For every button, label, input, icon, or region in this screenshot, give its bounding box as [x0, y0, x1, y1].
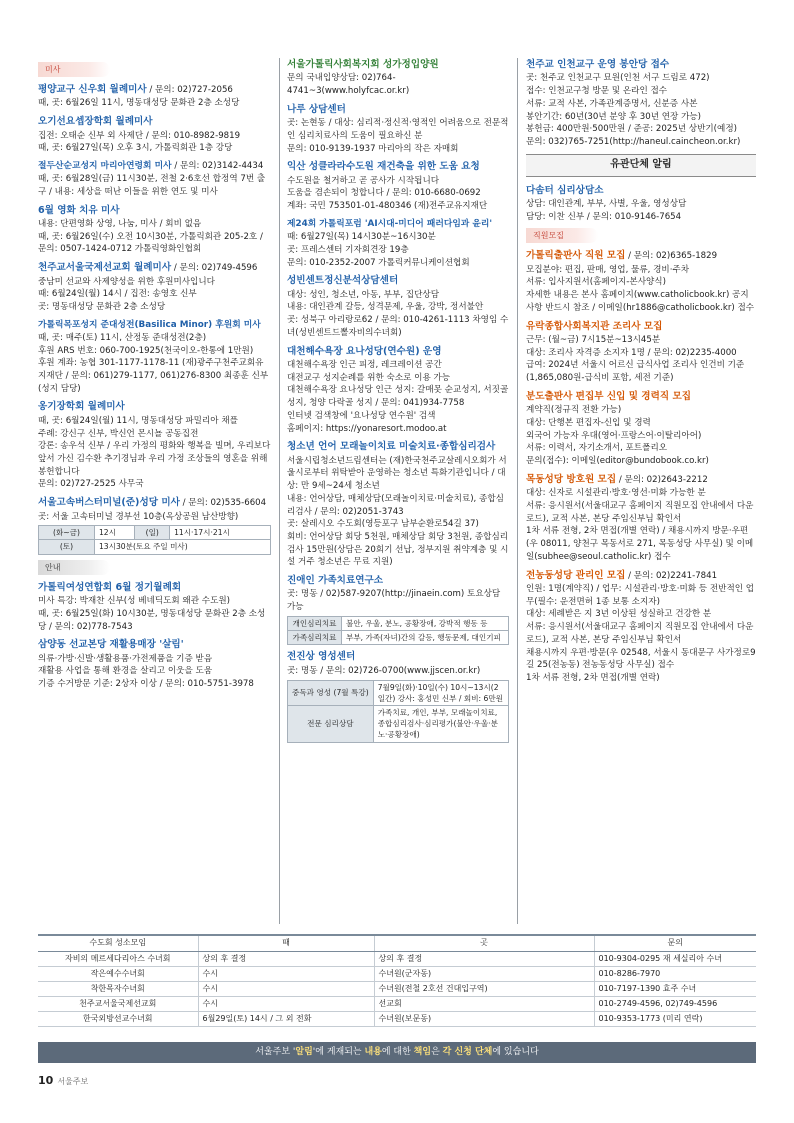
entry-title-text: 평양교구 신우회 월례미사 [38, 84, 147, 95]
table-cell: 수시 [198, 996, 374, 1011]
publication-name: 서울주보 [57, 1077, 89, 1086]
entry-title [287, 650, 509, 664]
entry-detail: 때: 6월24일(월) 14시 / 집전: 송영호 신부 [38, 289, 197, 300]
notice-entry [38, 319, 271, 396]
disclaimer-banner [38, 1042, 756, 1063]
notice-entry [287, 650, 509, 742]
entry-detail: 대전교구 성지순례를 위한 숙소로 이용 가능 [287, 372, 451, 383]
entry-detail: 근무: (월~금) 7시15분~13시45분 [526, 334, 661, 345]
notice-entry [38, 638, 271, 691]
entry-table-cell: 부부, 가족(자녀)간의 갈등, 행동문제, 대인기피 [342, 631, 509, 645]
section-tab: 안내 [38, 560, 110, 575]
entry-table-cell: 7월9일(화)·10일(수) 10시~13시(2일간) 강사: 홍성민 신부 / 회비: 6만원 [373, 680, 508, 705]
entry-table-cell: (토) [39, 540, 95, 554]
entry-table-row [288, 616, 509, 630]
entry-title [287, 274, 509, 288]
entry-detail: 문의 국내입양상담: 02)764-4741~3(www.holyfcac.or.kr) [287, 73, 410, 97]
entry-detail: 외국어 가능자 우대(영어·프랑스어·이탈리아어) [526, 430, 702, 441]
table-cell: 선교회 [374, 996, 594, 1011]
entry-detail: 주례: 강신구 신부, 박신언 몬시뇰 공동집전 [38, 428, 199, 439]
entry-title [38, 204, 271, 218]
notice-entry [38, 115, 271, 155]
notice-text: 서울주보 ' [255, 1047, 296, 1057]
entry-contact: / 문의: 02)2241-7841 [625, 570, 718, 581]
table-cell: 자비의 메르세다리아스 수녀회 [38, 951, 198, 966]
entry-contact: / 문의: 02)3142-4434 [171, 160, 264, 171]
entry-title [38, 496, 271, 510]
entry-detail: 서류: 입사지원서(홈페이지-본사양식) [526, 277, 666, 288]
entry-detail: 모집분야: 편집, 판매, 영업, 물류, 경비·주차 [526, 264, 690, 275]
table-row [38, 1011, 756, 1026]
entry-table-cell: 12시 [94, 526, 134, 540]
page-footer [38, 1073, 88, 1089]
entry-title [38, 261, 271, 275]
table-cell: 착한목자수녀회 [38, 981, 198, 996]
entry-detail: 때, 곳: 6월26일 11시, 명동대성당 문화관 2층 소성당 [38, 98, 240, 109]
vocation-schedule-table [38, 934, 756, 1027]
table-row [38, 966, 756, 981]
entry-detail: 서류: 교적 사본, 가족관계증명서, 신분증 사본 [526, 98, 698, 109]
entry-table-row [288, 680, 509, 705]
entry-title-text: 유락종합사회복지관 조리사 모집 [526, 320, 663, 332]
entry-detail: 대상: 세례받은 지 3년 이상된 성실하고 건강한 분 [526, 609, 712, 620]
entry-title-text: 청소년 언어 모래놀이치료 미술치료·종합심리검사 [287, 441, 496, 453]
column-right [526, 58, 756, 924]
entry-detail: 문의: 032)765-7251(http://haneul.caincheon.or.kr) [526, 136, 741, 147]
entry-title-text: 전농동성당 관리인 모집 [526, 569, 626, 581]
entry-detail: 곳: 논현동 / 대상: 심리적·정신적·영적인 어려움으로 전문적인 심리치료사의 도움이 필요하신 분 [287, 118, 509, 141]
entry-contact: / 문의: 02)6365-1829 [625, 251, 718, 262]
table-cell: 010-9353-1773 (미리 연락) [594, 1011, 756, 1026]
notice-entry [38, 496, 271, 555]
notice-entry [526, 569, 756, 685]
notice-text: '에 게재되는 [312, 1047, 365, 1057]
entry-detail: 계약직(정규직 전환 가능) [526, 405, 622, 416]
entry-title-text: 나루 상담센터 [287, 103, 346, 115]
table-cell: 작은예수수녀회 [38, 966, 198, 981]
column-divider [517, 58, 518, 924]
entry-detail: 서류: 응시원서(서울대교구 홈페이지 직원모집 안내에서 다운로드), 교적 사본, 본당 주임신부님 확인서 [526, 622, 754, 645]
section-heading: 유관단체 알림 [526, 154, 756, 177]
entry-detail: 대상: 조리사 자격증 소지자 1명 / 문의: 02)2235-4000 [526, 347, 737, 358]
entry-title [38, 115, 271, 129]
entry-table-row [39, 526, 271, 540]
entry-detail: 곳: 살레시오 수도회(영등포구 남부순환로54길 37) [287, 519, 479, 530]
entry-detail: 재활용 사업을 통해 환경을 살리고 이웃을 도움 [38, 666, 213, 677]
entry-detail: 대상: 성인, 청소년, 아동, 부부, 집단상담 [287, 289, 440, 300]
schedule-header: 곳 [374, 935, 594, 951]
entry-title [526, 249, 756, 263]
entry-title [526, 390, 756, 404]
entry-title-text: 성빈센트정신분석상담센터 [287, 275, 399, 287]
table-cell: 천주교서울국제선교회 [38, 996, 198, 1011]
entry-table-cell: (일) [135, 526, 170, 540]
entry-title [287, 345, 509, 359]
entry-title [287, 160, 509, 174]
entry-detail: 곳: 서울 고속터미널 경부선 10층(옥상공원 남산방향) [38, 511, 239, 522]
table-cell: 한국외방선교수녀회 [38, 1011, 198, 1026]
column-divider [279, 58, 280, 924]
entry-contact: / 문의: 02)2643-2212 [616, 474, 708, 485]
entry-contact: / 문의: 02)749-4596 [171, 263, 258, 274]
entry-detail: 곳: 명동대성당 문화관 2층 소성당 [38, 301, 166, 312]
section-tab: 직원모집 [526, 228, 598, 243]
entry-title-text: 가톨릭목포성지 준대성전(Basilica Minor) 후원회 미사 [38, 319, 261, 330]
entry-detail: 후원 계좌: 농협 301-1177-1178-11 (재)광주구천주교회유지재단 / 문의: 061)279-1177, 061)276-8300 최종훈 신부(성지 담당) [38, 358, 269, 394]
entry-title [38, 160, 271, 173]
entry-detail: 문의: 010-2352-2007 가톨릭커뮤니케이션협회 [287, 257, 470, 268]
entry-detail: 대상: 신자로 시설관리·방호·영선·미화 가능한 분 [526, 488, 706, 499]
entry-title [526, 473, 756, 487]
entry-table-cell: 가족심리치료 [288, 631, 342, 645]
table-cell: 수녀원(전철 2호선 건대입구역) [374, 981, 594, 996]
entry-detail: 내용: 언어상담, 매체상담(모래놀이치료·미술치료), 종합심리검사 / 문의: 02)2051-3743 [287, 493, 504, 517]
entry-table-row [288, 631, 509, 645]
notice-text: 은 [431, 1047, 443, 1057]
column-middle [287, 58, 509, 924]
entry-detail: 회비: 언어상담 회당 5천원, 매체상담 회당 3천원, 종합심리검사 15만원(상담은 20회기 선납, 정부지원 취약계층 및 시설 거주 청소년은 무료 지원) [287, 531, 509, 568]
schedule-header: 문의 [594, 935, 756, 951]
entry-title [526, 184, 756, 198]
entry-detail: 내용: 단편영화 상영, 나눔, 미사 / 회비 없음 [38, 218, 202, 229]
entry-detail: 봉안기간: 60년(30년 분양 후 30년 연장 가능) [526, 111, 702, 122]
entry-table [287, 680, 509, 743]
entry-table-cell: 전문 심리상담 [288, 705, 374, 742]
entry-title [38, 581, 271, 595]
entry-detail: 자세한 내용은 본사 홈페이지(www.catholicbook.kr) 공지사항 반드시 참조 / 이메일(hr1886@catholicbook.kr) 접수 [526, 290, 755, 313]
entry-detail: 곳: 성북구 아리랑로62 / 문의: 010-4261-1113 차영임 수녀(성빈센트드뽈자비의수녀회) [287, 315, 509, 338]
notice-entry [287, 160, 509, 213]
entry-detail: 곳: 명동 / 문의: 02)726-0700(www.jjscen.or.kr) [287, 665, 481, 676]
entry-detail: 중남미 선교와 사제양성을 위한 후원미사입니다 [38, 276, 215, 287]
entry-table-cell: 불안, 우울, 분노, 공황장애, 강박적 행동 등 [342, 616, 509, 630]
notice-entry [526, 184, 756, 224]
notice-entry [526, 473, 756, 564]
entry-table [287, 616, 509, 645]
entry-detail: 때, 곳: 6월25일(화) 10시30분, 명동대성당 문화관 2층 소성당 / 문의: 02)778-7543 [38, 608, 266, 632]
entry-detail: 봉헌금: 400만원·500만원 / 준공: 2025년 상반기(예정) [526, 124, 737, 135]
entry-detail: 후원 ARS 번호: 060-700-1925(천국이오-한통에 1만원) [38, 345, 254, 356]
entry-table-cell: 개인심리치료 [288, 616, 342, 630]
entry-title [287, 440, 509, 454]
table-cell: 010-2749-4596, 02)749-4596 [594, 996, 756, 1011]
entry-contact: / 문의: 02)535-6604 [179, 498, 267, 509]
entry-detail: 대천해수욕장 요나성당 인근 성지: 갈매못 순교성지, 서짓골 성지, 청양 다락골 성지 / 문의: 041)934-7758 [287, 385, 509, 409]
table-row [38, 996, 756, 1011]
entry-title-text: 전진상 영성센터 [287, 651, 356, 663]
entry-detail: 때, 곳: 6월27일(목) 오후 3시, 가톨릭회관 1층 강당 [38, 143, 233, 154]
entry-title-text: 진애인 가족치료연구소 [287, 575, 384, 587]
notice-entry [38, 261, 271, 314]
section-tab: 미사 [38, 62, 110, 77]
entry-title-text: 대천해수욕장 요나성당(연수원) 운영 [287, 345, 442, 357]
entry-table [38, 525, 271, 554]
entry-title [287, 574, 509, 588]
entry-detail: 미사 특강: 박재찬 신부(성 베네딕도회 왜관 수도원) [38, 596, 231, 607]
entry-detail: 때, 곳: 6월26일(수) 오전 10시30분, 가톨릭회관 205-2호 / 문의: 0507-1424-0712 가톨릭영화인협회 [38, 231, 263, 255]
table-cell: 상의 후 결정 [374, 951, 594, 966]
column-left [38, 58, 271, 924]
entry-title-text: 제24회 가톨릭포럼 'AI시대-미디어 패러다임과 윤리' [287, 218, 493, 229]
table-cell: 6월29일(토) 14시 / 그 외 전화 [198, 1011, 374, 1026]
entry-title-text: 오기선요셉장학회 월례미사 [38, 116, 153, 128]
notice-entry [526, 58, 756, 149]
entry-detail: 곳: 프레스센터 기자회견장 19층 [287, 244, 409, 255]
entry-table-cell: (화~금) [39, 526, 95, 540]
table-row [38, 981, 756, 996]
schedule-header: 때 [198, 935, 374, 951]
table-cell: 010-9304-0295 재 세실리아 수녀 [594, 951, 756, 966]
entry-detail: 홈페이지: https://yonaresort.modoo.at [287, 423, 447, 434]
table-cell: 010-8286-7970 [594, 966, 756, 981]
notice-entry [287, 103, 509, 156]
entry-title-text: 가톨릭출판사 직원 모집 [526, 250, 626, 262]
table-cell: 수시 [198, 981, 374, 996]
entry-detail: 의류·가방·신발·생활용품·가전제품을 기증 받음 [38, 653, 213, 664]
entry-title-text: 가톨릭여성연합회 6월 정기월례회 [38, 581, 182, 593]
notice-emph: 알림 [295, 1047, 313, 1057]
entry-detail: 문의(접수): 이메일(editor@bundobook.co.kr) [526, 456, 709, 467]
entry-table-row [288, 705, 509, 742]
entry-title-text: 천주교서울국제선교회 월례미사 [38, 262, 172, 274]
entry-title-text: 다솜터 심리상담소 [526, 184, 604, 196]
entry-detail: 서울시립청소년드림센터는 (재)한국천주교살레시오회가 서울시로부터 위탁받아 운영하는 청소년 특화기관입니다 / 대상: 만 9세~24세 청소년 [287, 455, 507, 492]
entry-title [38, 400, 271, 414]
entry-detail: 채용시까지 우편·방문(우 02548, 서울시 동대문구 사가정로9길 25(전농동) 전농동성당 사무실) 접수 [526, 647, 756, 671]
entry-title [526, 320, 756, 334]
entry-detail: 곳: 명동 / 02)587-9207(http://jinaein.com) 토요상담 가능 [287, 589, 501, 613]
entry-detail: 인터넷 검색창에 '요나성당 연수원' 검색 [287, 410, 436, 421]
notice-entry [526, 320, 756, 385]
table-cell: 수녀원(보문동) [374, 1011, 594, 1026]
entry-detail: 때: 6월27일(목) 14시30분~16시30분 [287, 232, 436, 243]
entry-detail: 수도원을 철거하고 곧 공사가 시작됩니다 [287, 175, 440, 186]
entry-table-cell: 가족치료, 개인, 부부, 모래놀이치료, 종합심리검사·심리평가(불안·우울·분노·공황장애) [373, 705, 508, 742]
entry-title [38, 638, 271, 652]
notice-entry [287, 274, 509, 339]
entry-detail: 강론: 송우석 신부 / 우리 가정의 평화와 행복을 빌며, 우리보다 앞서 가신 김수환 추기경님과 우리 가정 조상들의 영혼을 위해 봉헌합니다 [38, 441, 271, 477]
entry-title [38, 83, 271, 97]
entry-detail: 때, 곳: 매주(토) 11시, 산정동 준대성전(2층) [38, 332, 207, 343]
entry-detail: 접수: 인천교구청 방문 및 온라인 접수 [526, 86, 668, 97]
entry-title-text: 서울가톨릭사회복지회 성가정입양원 [287, 59, 439, 70]
page-number: 10 [38, 1074, 54, 1087]
entry-detail: 곳: 천주교 인천교구 묘원(인천 서구 드림로 472) [526, 73, 710, 84]
notice-entry [38, 160, 271, 199]
entry-title-text: 서울고속버스터미널(준)성당 미사 [38, 497, 180, 509]
entry-title [287, 58, 509, 72]
entry-title-text: 절두산순교성지 마리아연령회 미사 [38, 160, 172, 171]
notice-entry [38, 400, 271, 491]
notice-entry [38, 204, 271, 257]
entry-detail: 1차 서류 전형, 2차 면접(개별 연락) / 채용시까지 방문·우편(우 08011, 양천구 목동서로 271, 목동성당 사무실) 및 이메일(subhee@seoul.catholic.kr) 접수 [526, 526, 754, 562]
notice-emph: 각 신청 단체 [442, 1047, 493, 1057]
entry-title [526, 569, 756, 583]
table-cell: 상의 후 결정 [198, 951, 374, 966]
entry-detail: 계좌: 국민 753501-01-480346 (재)전주교유지재단 [287, 201, 488, 212]
entry-title [38, 319, 271, 332]
entry-title [526, 58, 756, 72]
entry-detail: 서류: 이력서, 자기소개서, 포트폴리오 [526, 443, 668, 454]
table-row [38, 951, 756, 966]
entry-title-text: 분도출판사 편집부 신입 및 경력직 모집 [526, 390, 691, 402]
entry-detail: 담당: 이찬 신부 / 문의: 010-9146-7654 [526, 211, 682, 222]
entry-detail: 기증 수거방문 기준: 2상자 이상 / 문의: 010-5751-3978 [38, 679, 254, 690]
entry-table-cell: 11시·17시·21시 [170, 526, 271, 540]
entry-contact: / 문의: 02)727-2056 [146, 85, 233, 95]
notice-entry [38, 581, 271, 634]
notice-emph: 내용 [364, 1047, 382, 1057]
entry-detail: 집전: 오태순 신부 외 사제단 / 문의: 010-8982-9819 [38, 130, 241, 141]
notice-entry [287, 574, 509, 645]
entry-table-cell: 중독과 영성 (7월 특강) [288, 680, 374, 705]
notice-entry [287, 218, 509, 269]
notice-entry [526, 249, 756, 314]
entry-detail: 서류: 응시원서(서울대교구 홈페이지 직원모집 안내에서 다운로드), 교적 사본, 본당 주임신부님 확인서 [526, 500, 754, 524]
entry-title-text: 목동성당 방호원 모집 [526, 473, 617, 485]
entry-title [287, 103, 509, 117]
entry-detail: 때, 곳: 6월28일(금) 11시30분, 전철 2·6호선 합정역 7번 출구 / 내용: 세상을 떠난 이들을 위한 연도 및 미사 [38, 174, 266, 197]
notice-entry [38, 83, 271, 110]
notice-entry [287, 345, 509, 436]
notice-entry [526, 390, 756, 468]
entry-title-text: 6월 영화 치유 미사 [38, 204, 120, 216]
table-cell: 수녀원(군자동) [374, 966, 594, 981]
entry-detail: 급여: 2024년 서울시 어르신 급식사업 조리사 인건비 기준(1,865,080원-급식비 포함, 세전 기준) [526, 360, 745, 384]
table-cell: 수시 [198, 966, 374, 981]
entry-detail: 대상: 단행본 편집자-신입 및 경력 [526, 417, 651, 428]
entry-title-text: 옹기장학회 월례미사 [38, 401, 125, 413]
notice-text: 에 있습니다 [492, 1047, 539, 1057]
entry-detail: 문의: 02)727-2525 사무국 [38, 479, 144, 490]
notice-entry [287, 440, 509, 569]
entry-detail: 내용: 대인관계 갈등, 성격문제, 우울, 강박, 정서불안 [287, 302, 484, 313]
schedule-header: 수도회 성소모임 [38, 935, 198, 951]
entry-detail: 인원: 1명(계약직) / 업무: 시설관리·방호·미화 등 전반적인 업무(필수: 운전면허 1종 보통 소지자) [526, 583, 755, 607]
entry-detail: 도움을 겸손되이 청합니다 / 문의: 010-6680-0692 [287, 188, 481, 199]
entry-detail: 때, 곳: 6월24일(월) 11시, 명동대성당 파밀리아 채플 [38, 415, 238, 426]
entry-title [287, 218, 509, 231]
entry-table-row [39, 540, 271, 554]
entry-table-cell: 13시30분(토요 주일 미사) [94, 540, 270, 554]
notice-entry [287, 58, 509, 98]
entry-detail: 문의: 010-9139-1937 마리아의 작은 자매회 [287, 143, 459, 154]
entry-title-text: 천주교 인천교구 운영 봉안당 접수 [526, 59, 670, 70]
entry-detail: 대천해수욕장 인근 피정, 레크레이션 공간 [287, 359, 442, 370]
entry-detail: 상담: 대인관계, 부부, 사별, 우울, 영성상담 [526, 198, 687, 209]
notice-text: 에 대한 [381, 1047, 414, 1057]
entry-title-text: 삼양동 선교본당 재활용매장 '살림' [38, 639, 184, 651]
table-cell: 010-7197-1390 효주 수녀 [594, 981, 756, 996]
entry-detail: 1차 서류 전형, 2차 면접(개별 연락) [526, 672, 660, 683]
notice-emph: 책임 [413, 1047, 432, 1057]
schedule-header-row [38, 935, 756, 951]
entry-title-text: 익산 성클라라수도원 재건축을 위한 도움 요청 [287, 161, 480, 173]
